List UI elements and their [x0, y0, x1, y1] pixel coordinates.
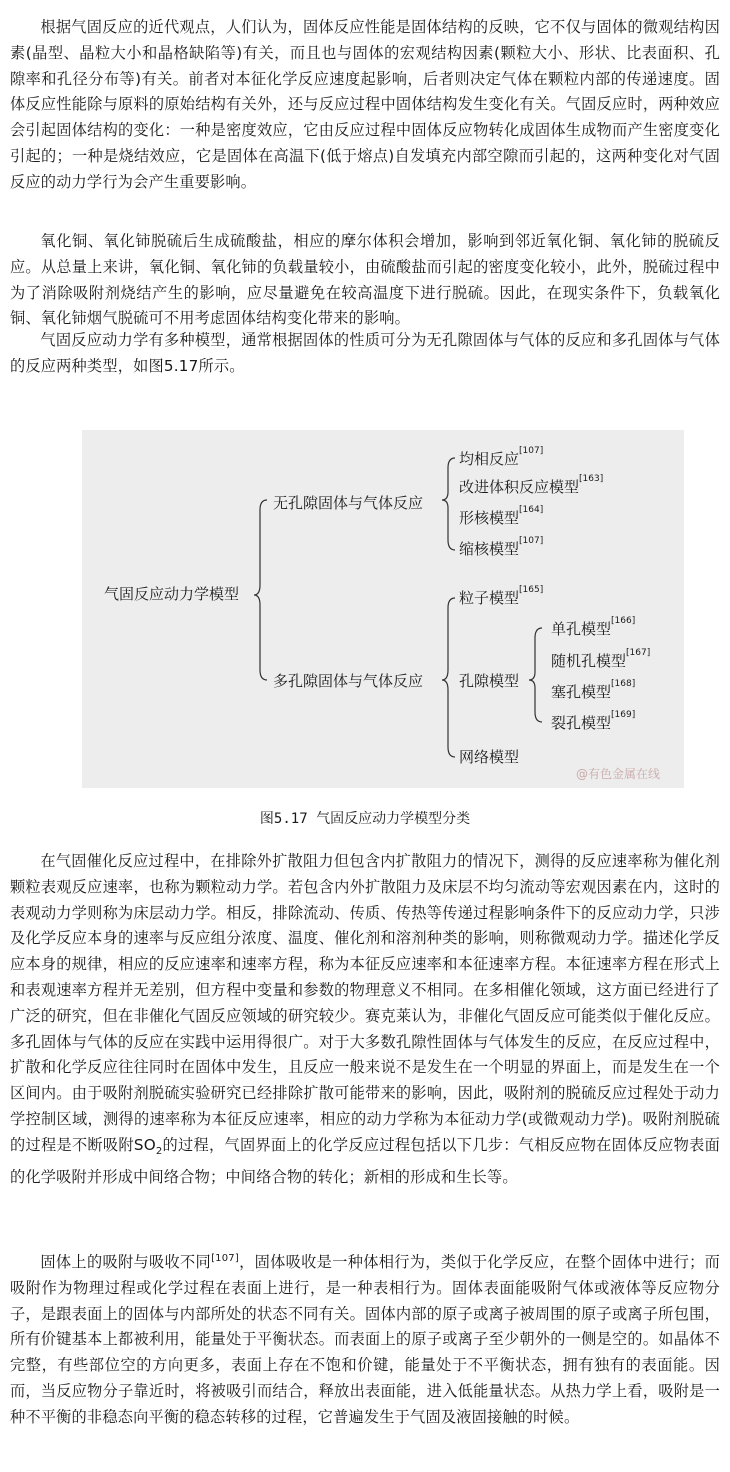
- paragraph-4: 在气固催化反应过程中，在排除外扩散阻力但包含内扩散阻力的情况下，测得的反应速率称为催化剂颗粒表观反应速率，也称为颗粒动力学。若包含内外扩散阻力及床层不均匀流动等宏观因素在内，这时的表观动力学则称为床层动力学。相反，排除流动、传质、传热等传递过程影响条件下的反应动力学，只涉及化学反应本身的速率与反应组分浓度、温度、催化剂和溶剂种类的影响，则称微观动力学。描述化学反应本身的规律，相应的反应速率和速率方程，称为本征反应速率和本征速率方程。本征速率方程在形式上和表观速率方程并无差别，但方程中变量和参数的物理意义不相同。在多相催化领域，这方面已经进行了广泛的研究，但在非催化气固反应领域的研究较少。赛克莱认为，非催化气固反应可能类似于催化反应。多孔固体与气体的反应在实践中运用得很广。对于大多数孔隙性固体与气体发生的反应，在反应过程中，扩散和化学反应往往同时在固体中发生，且反应一般来说不是发生在一个明显的界面上，而是发生在一个区间内。由于吸附剂脱硫实验研究已经排除扩散可能带来的影响，因此，吸附剂的脱硫反应过程处于动力学控制区域，测得的速率称为本征反应速率，相应的动力学称为本征动力学(或微观动力学)。吸附剂脱硫的过程是不断吸附$SO_2$的过程，气固界面上的化学反应过程包括以下几步：气相反应物在固体反应物表面的化学吸附并形成中间络合物；中间络合物的转化；新相的形成和生长等。: [10, 852, 720, 1186]
- branch1-item-1: 均相反应[107]: [459, 446, 544, 468]
- branch1-node: 无孔隙固体与气体反应: [273, 494, 424, 512]
- paragraph-2: 氧化铜、氧化铈脱硫后生成硫酸盐，相应的摩尔体积会增加，影响到邻近氧化铜、氧化铈的脱硫反应。从总量上来讲，氧化铜、氧化铈的负载量较小，由硫酸盐而引起的密度变化较小，此外，脱硫过程中为了消除吸附剂烧结产生的影响，应尽量避免在较高温度下进行脱硫。因此，在现实条件下，负载氧化铜、氧化铈烟气脱硫可不用考虑固体结构变化带来的影响。: [10, 232, 720, 328]
- branch1-item-2: 改进体积反应模型[163]: [459, 474, 604, 496]
- watermark: @有色金属在线: [575, 767, 660, 781]
- branch1-item-3: 形核模型[164]: [459, 505, 544, 527]
- branch1-item-4: 缩核模型[107]: [459, 536, 544, 558]
- paragraph-3: 气固反应动力学有多种模型，通常根据固体的性质可分为无孔隙固体与气体的反应和多孔固体与气体的反应两种类型，如图5.17所示。: [10, 331, 720, 375]
- pore-model-node: 孔隙模型: [459, 672, 520, 690]
- pore-bracket: [529, 628, 542, 722]
- root-node: 气固反应动力学模型: [104, 585, 240, 603]
- branch2-node: 多孔隙固体与气体反应: [273, 672, 424, 690]
- branch2-bracket: [442, 598, 455, 757]
- paragraph-5: 固体上的吸附与吸收不同[107]，固体吸收是一种体相行为，类似于化学反应，在整个固体中进行；而吸附作为物理过程或化学过程在表面上进行，是一种表相行为。固体表面能吸附气体或液体等反应物分子，是跟表面上的固体与内部所处的状态不同有关。固体内部的原子或离子被周围的原子或离子所包围，所有价键基本上都被利用，能量处于平衡状态。而表面上的原子或离子至少朝外的一侧是空的。如晶体不完整，有些部位空的方向更多，表面上存在不饱和价键，能量处于不平衡状态，拥有独有的表面能。因而，当反应物分子靠近时，将被吸引而结合，释放出表面能，进入低能量状态。从热力学上看，吸附是一种不平衡的非稳态向平衡的稳态转移的过程，它普遍发生于气固及液固接触的时候。: [10, 1253, 720, 1426]
- pore-item-1: 单孔模型[166]: [551, 616, 636, 638]
- pore-item-4: 裂孔模型[169]: [551, 710, 636, 732]
- paragraph-1: 根据气固反应的近代观点，人们认为，固体反应性能是固体结构的反映，它不仅与固体的微观结构因素(晶型、晶粒大小和晶格缺陷等)有关，而且也与固体的宏观结构因素(颗粒大小、形状、比表面积、孔隙率和孔径分布等)有关。前者对本征化学反应速度起影响，后者则决定气体在颗粒内部的传递速度。固体反应性能除与原料的原始结构有关外，还与反应过程中固体结构发生变化有关。气固反应时，两种效应会引起固体结构的变化：一种是密度效应，它由反应过程中固体反应物转化成固体生成物而产生密度变化引起的；一种是烧结效应，它是固体在高温下(低于熔点)自发填充内部空隙而引起的，这两种变化对气固反应的动力学行为会产生重要影响。: [10, 18, 720, 191]
- particle-model: 粒子模型[165]: [459, 585, 544, 607]
- branch1-bracket: [442, 458, 455, 550]
- pore-item-3: 塞孔模型[168]: [551, 679, 636, 701]
- model-classification-figure: [82, 430, 684, 788]
- network-model: 网络模型: [459, 748, 520, 766]
- pore-item-2: 随机孔模型[167]: [551, 648, 651, 670]
- figure-caption: 图5.17 气固反应动力学模型分类: [259, 811, 471, 827]
- root-bracket: [254, 500, 267, 680]
